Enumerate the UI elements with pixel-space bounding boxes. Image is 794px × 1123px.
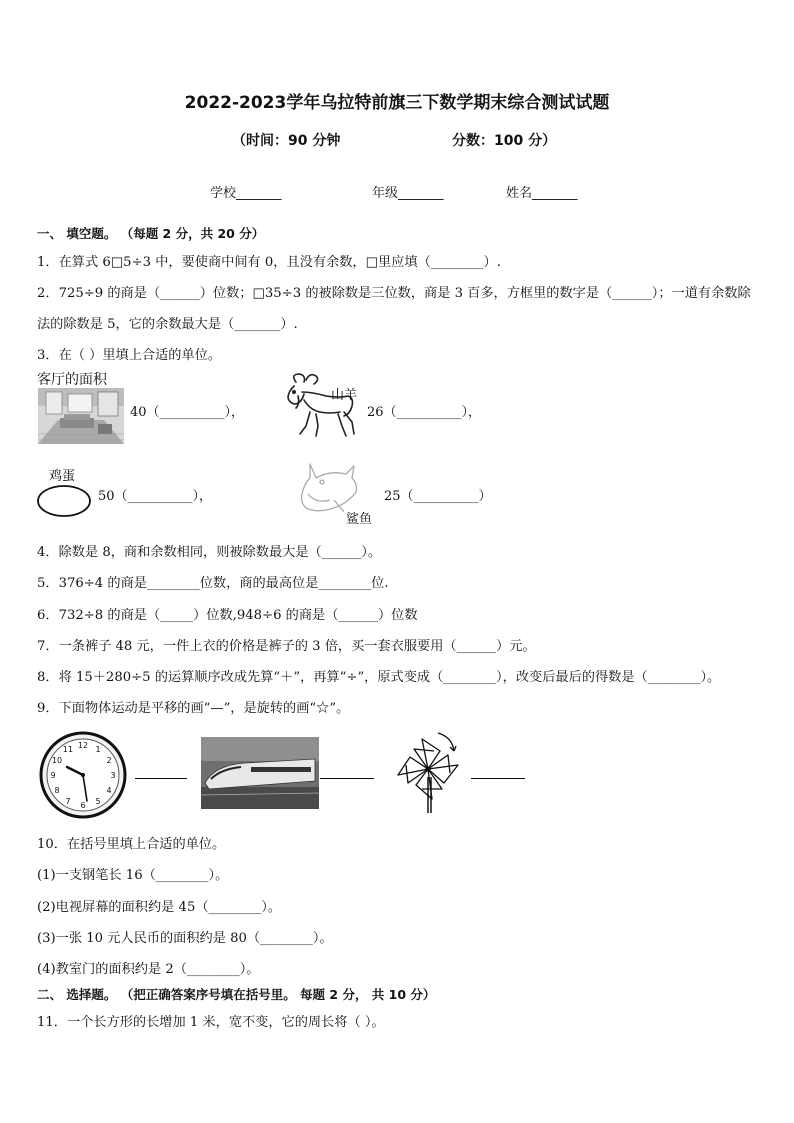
question-10-2: (2)电视屏幕的面积约是 45（________）。 — [37, 900, 282, 915]
question-1: 1．在算式 6□5÷3 中，要使商中间有 0，且没有余数，□里应填（________）. — [37, 255, 501, 270]
school-field: 学校_______ — [210, 186, 282, 201]
living-room-image — [38, 388, 124, 444]
clock-numeral: 7 — [65, 797, 71, 806]
pinwheel-image — [392, 727, 466, 815]
clock-numeral: 11 — [62, 745, 74, 754]
clock-numeral: 1 — [95, 745, 101, 754]
question-11: 11．一个长方形的长增加 1 米，宽不变，它的周长将（ ）。 — [37, 1015, 385, 1030]
question-4: 4．除数是 8，商和余数相同，则被除数最大是（______）。 — [37, 545, 382, 560]
question-3: 3．在（ ）里填上合适的单位。 — [37, 348, 222, 363]
clock-numeral: 4 — [106, 786, 112, 795]
goat-label: 山羊 — [331, 388, 358, 403]
egg-label: 鸡蛋 — [49, 469, 76, 484]
question-9: 9．下面物体运动是平移的画“—”，是旋转的画“☆”。 — [37, 701, 350, 716]
question-10-4: (4)教室门的面积约是 2（________）。 — [37, 962, 260, 977]
clock-numeral: 8 — [54, 786, 60, 795]
question-10-1: (1)一支钢笔长 16（________）。 — [37, 868, 229, 883]
question-2-line-1: 2．725÷9 的商是（______）位数；□35÷3 的被除数是三位数，商是 3 百多，方框里的数字是（______）；一道有余数除 — [37, 286, 751, 301]
goat-blank: 26（__________）， — [367, 405, 482, 420]
question-10: 10．在括号里填上合适的单位。 — [37, 837, 226, 852]
question-5: 5．376÷4 的商是________位数，商的最高位是________位. — [37, 576, 389, 591]
question-2-line-2: 法的除数是 5，它的余数最大是（_______）. — [37, 317, 298, 332]
train-answer-line — [320, 778, 374, 779]
name-field: 姓名_______ — [506, 186, 578, 201]
clock-numeral: 2 — [106, 756, 112, 765]
section-2-title: 二、 选择题。 （把正确答案序号填在括号里。 每题 2 分， 共 10 分） — [37, 987, 436, 1002]
grade-field: 年级_______ — [372, 186, 444, 201]
exam-time: （时间：90 分钟 — [232, 133, 341, 149]
question-7: 7．一条裤子 48 元，一件上衣的价格是裤子的 3 倍，买一套衣服要用（______）元。 — [37, 639, 536, 654]
question-10-3: (3)一张 10 元人民币的面积约是 80（________）。 — [37, 931, 333, 946]
shark-blank: 25（__________） — [384, 489, 492, 504]
question-6: 6．732÷8 的商是（_____）位数,948÷6 的商是（______）位数 — [37, 608, 418, 623]
goat-image — [282, 372, 362, 440]
clock-answer-line — [135, 778, 187, 779]
egg-image — [36, 483, 92, 519]
section-1-title: 一、 填空题。 （每题 2 分，共 20 分） — [37, 226, 265, 241]
clock-numeral: 9 — [50, 771, 56, 780]
train-image — [201, 737, 319, 809]
egg-blank: 50（__________）， — [98, 489, 213, 504]
clock-numeral: 3 — [110, 771, 116, 780]
clock-image — [37, 731, 129, 819]
pinwheel-answer-line — [471, 778, 525, 779]
living-room-blank: 40（__________）， — [130, 405, 245, 420]
page-title: 2022-2023学年乌拉特前旗三下数学期末综合测试试题 — [184, 93, 610, 113]
question-8: 8．将 15＋280÷5 的运算顺序改成先算“＋”，再算“÷”，原式变成（________），改变后最后的得数是（________）。 — [37, 670, 721, 685]
shark-label: 鲨鱼 — [346, 512, 373, 527]
clock-numeral: 5 — [95, 797, 101, 806]
clock-numeral: 12 — [77, 741, 89, 750]
clock-numeral: 6 — [80, 801, 86, 810]
living-room-label: 客厅的面积 — [37, 372, 107, 388]
exam-score: 分数：100 分） — [452, 133, 557, 149]
clock-numeral: 10 — [51, 756, 63, 765]
